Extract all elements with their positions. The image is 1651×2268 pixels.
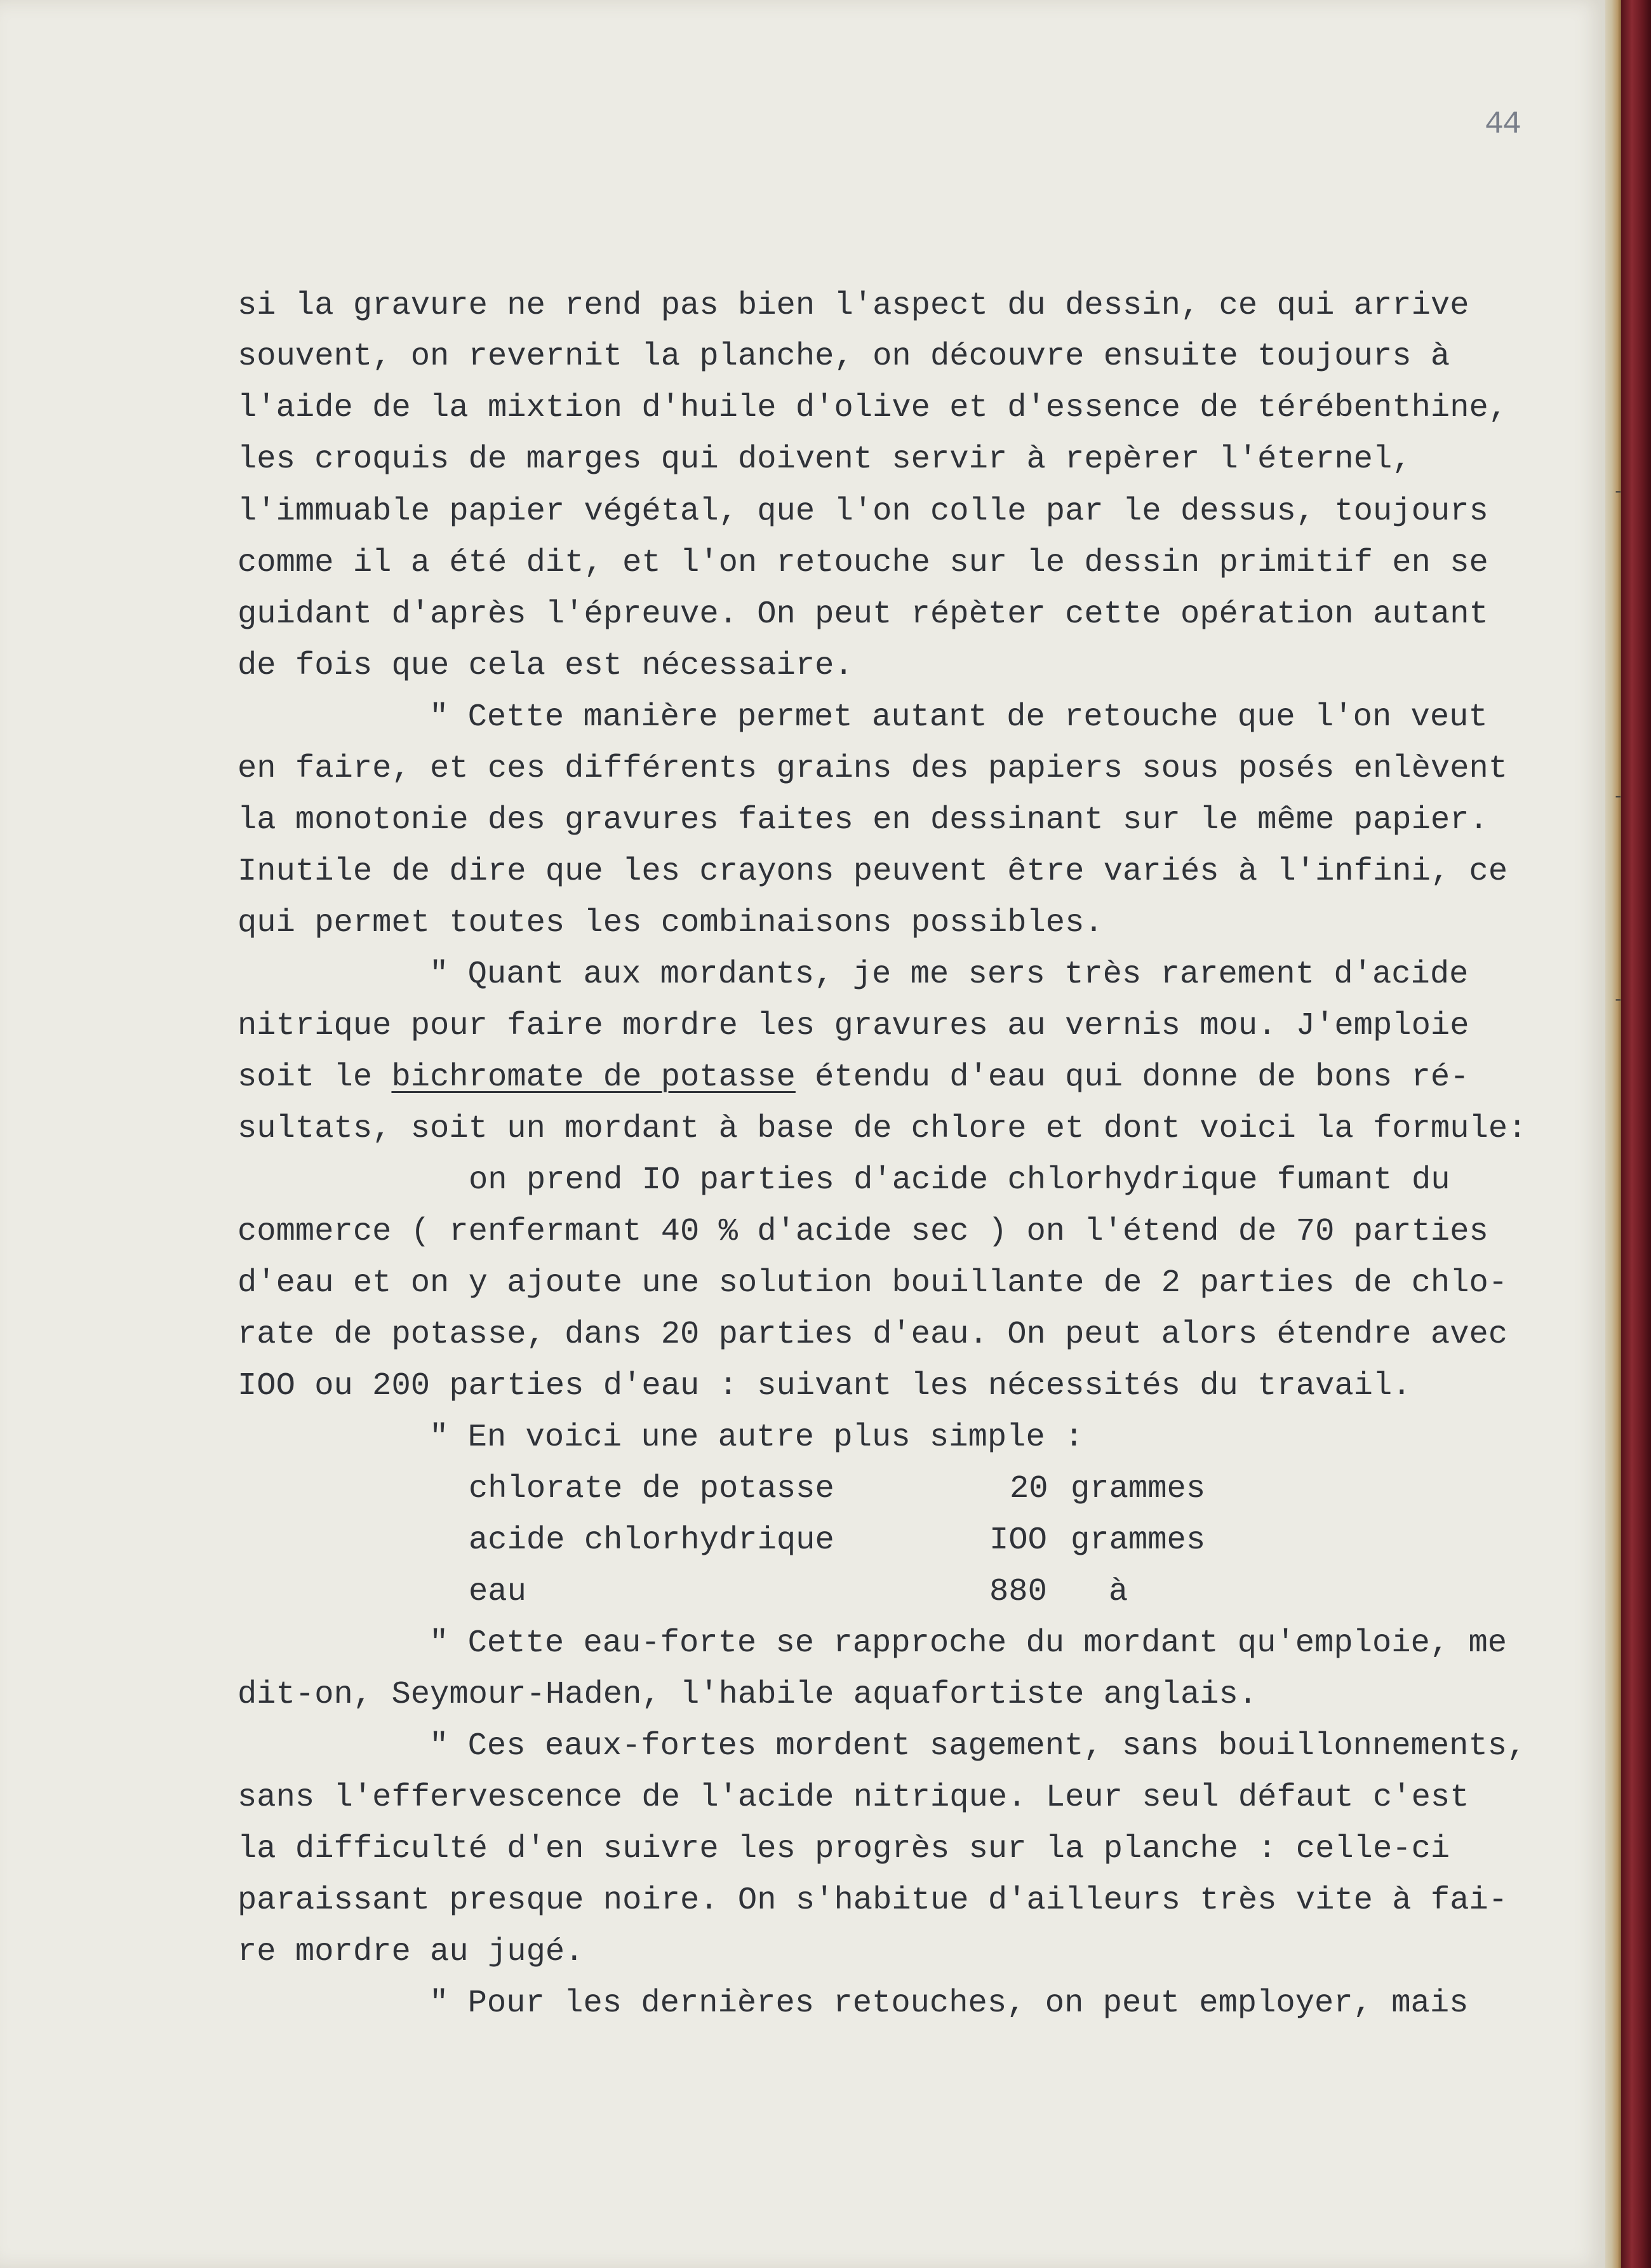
text-segment: soit le [237,1059,392,1096]
text-line: dit-on, Seymour-Haden, l'habile aquafortiste anglais. [237,1677,1258,1713]
text-line: l'aide de la mixtion d'huile d'olive et d'essence de térébenthine, [237,390,1508,426]
recipe-ingredient: chlorate de potasse [469,1471,834,1507]
text-line: re mordre au jugé. [237,1934,584,1970]
text-line: commerce ( renfermant 40 % d'acide sec ) on l'étend de 70 parties [237,1214,1488,1250]
text-line: en faire, et ces différents grains des papiers sous posés enlèvent [237,751,1508,787]
underlined-term: bichromate de potasse [391,1059,796,1096]
text-line: sultats, soit un mordant à base de chlore et dont voici la formule: [237,1111,1527,1147]
margin-mark: - [1613,483,1624,502]
recipe-unit: grammes [1071,1471,1206,1507]
text-line: si la gravure ne rend pas bien l'aspect du dessin, ce qui arrive [237,288,1469,324]
recipe-unit: à [1109,1574,1128,1610]
margin-mark: - [1613,788,1624,807]
text-line: Inutile de dire que les crayons peuvent être variés à l'infini, ce [237,854,1508,890]
text-line: la monotonie des gravures faites en dessinant sur le même papier. [237,802,1488,838]
page-edge [1603,0,1621,2268]
text-segment: étendu d'eau qui donne de bons ré- [795,1059,1469,1096]
text-line: les croquis de marges qui doivent servir à repèrer l'éternel, [237,441,1412,478]
indented-line: on prend IO parties d'acide chlorhydrique fumant du [469,1162,1450,1198]
recipe-ingredient: acide chlorhydrique [469,1522,834,1559]
text-line: la difficulté d'en suivre les progrès sur la planche : celle-ci [237,1831,1450,1867]
recipe-unit: grammes [1071,1522,1206,1559]
text-line: comme il a été dit, et l'on retouche sur le dessin primitif en se [237,545,1488,581]
margin-mark: - [1613,991,1624,1010]
text-line: paraissant presque noire. On s'habitue d'ailleurs très vite à fai- [237,1882,1508,1919]
text-line: sans l'effervescence de l'acide nitrique. Leur seul défaut c'est [237,1780,1469,1816]
paragraph-start-line: " Cette manière permet autant de retouche que l'on veut [429,699,1488,735]
paragraph-start-line: " Pour les dernières retouches, on peut employer, mais [429,1985,1469,2022]
text-line: nitrique pour faire mordre les gravures au vernis mou. J'emploie [237,1008,1469,1044]
text-line: souvent, on revernit la planche, on découvre ensuite toujours à [237,339,1450,375]
paragraph-start-line: " Ces eaux-fortes mordent sagement, sans bouillonnements, [429,1728,1527,1764]
text-line-with-underline [237,1059,1469,1097]
text-line: de fois que cela est nécessaire. [237,648,853,684]
book-binding [1619,0,1651,2268]
paragraph-start-line: " Cette eau-forte se rapproche du mordant qu'emploie, me [429,1625,1507,1661]
recipe-quantity: 880 [989,1574,1047,1610]
text-line: d'eau et on y ajoute une solution bouillante de 2 parties de chlo- [237,1265,1508,1301]
text-line: rate de potasse, dans 20 parties d'eau. On peut alors étendre avec [237,1317,1508,1353]
recipe-quantity: IOO [989,1522,1047,1559]
page-number: 44 [1485,107,1521,143]
paragraph-start-line: " Quant aux mordants, je me sers très rarement d'acide [429,956,1469,993]
recipe-ingredient: eau [469,1574,526,1610]
recipe-quantity: 20 [1010,1471,1048,1507]
text-line: guidant d'après l'épreuve. On peut répèter cette opération autant [237,596,1488,633]
text-line: l'immuable papier végétal, que l'on colle par le dessus, toujours [237,493,1488,530]
text-line: qui permet toutes les combinaisons possibles. [237,905,1104,941]
text-line: IOO ou 200 parties d'eau : suivant les nécessités du travail. [237,1368,1412,1404]
paragraph-start-line: " En voici une autre plus simple : [429,1419,1084,1456]
